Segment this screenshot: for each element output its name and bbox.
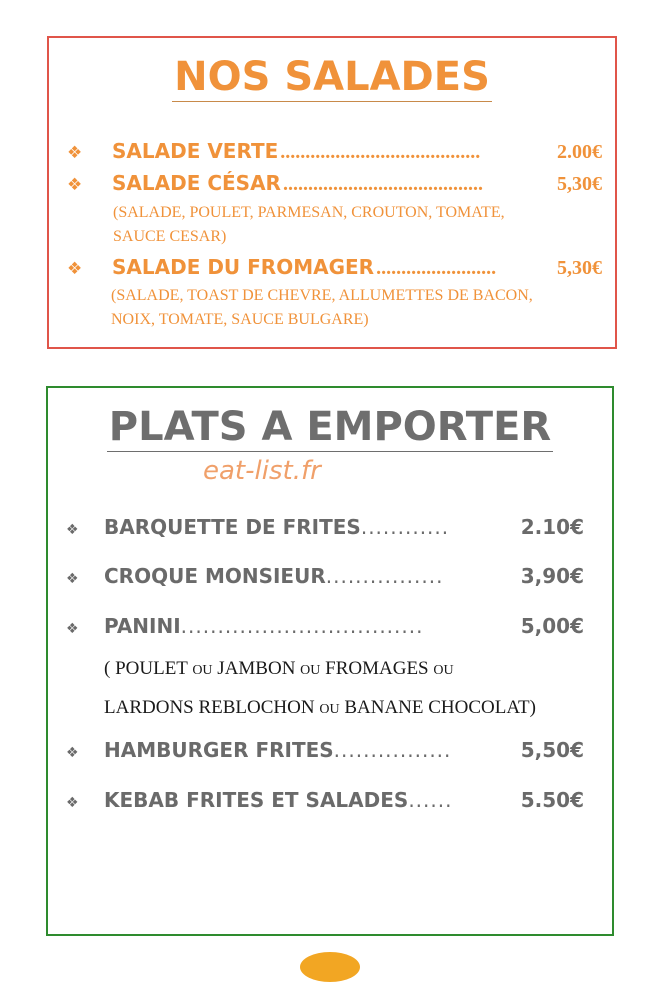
item-name: SALADE DU FROMAGER	[112, 255, 375, 279]
description-line: (SALADE, TOAST DE CHEVRE, ALLUMETTES DE BACON,	[111, 287, 533, 304]
item-name: CROQUE MONSIEUR	[104, 564, 326, 588]
or-word: OU	[319, 702, 340, 717]
diamond-bullet-icon: ❖	[66, 745, 79, 761]
item-name: KEBAB FRITES ET SALADES	[104, 788, 409, 812]
option-text: JAMBON	[212, 658, 301, 679]
or-word: OU	[192, 663, 213, 678]
diamond-bullet-icon: ❖	[67, 143, 83, 163]
salads-section	[47, 36, 617, 349]
diamond-bullet-icon: ❖	[66, 571, 79, 587]
option-text: ( POULET	[104, 658, 193, 679]
dot-leader: ................	[333, 738, 452, 762]
item-price: 2.10€	[520, 515, 584, 539]
item-price: 5.50€	[520, 788, 584, 812]
item-name: SALADE VERTE	[112, 139, 279, 163]
options-line-2	[104, 689, 604, 728]
diamond-bullet-icon: ❖	[67, 175, 83, 195]
item-price: 5,30€	[557, 257, 602, 279]
menu-item-salade-verte	[67, 139, 602, 164]
menu-item-panini	[66, 614, 584, 638]
menu-item-croque-monsieur	[66, 564, 584, 588]
item-name: PANINI	[104, 614, 181, 638]
item-name: HAMBURGER FRITES	[104, 738, 334, 762]
option-text: LARDONS REBLOCHON	[104, 697, 320, 718]
takeaway-section	[46, 386, 614, 936]
diamond-bullet-icon: ❖	[66, 621, 79, 637]
dot-leader: ................	[325, 564, 444, 588]
description-line: SAUCE CESAR)	[113, 228, 227, 245]
diamond-bullet-icon: ❖	[67, 259, 83, 279]
dot-leader: ............	[360, 515, 450, 539]
dot-leader: ........................	[376, 257, 497, 279]
watermark: eat-list.fr	[203, 456, 321, 486]
item-description	[111, 284, 591, 332]
item-price: 2.00€	[557, 141, 602, 163]
menu-item-salade-cesar	[67, 171, 602, 196]
item-price: 5,00€	[520, 614, 584, 638]
options-line-1	[104, 650, 604, 689]
option-text: BANANE CHOCOLAT)	[339, 697, 536, 718]
description-line: (SALADE, POULET, PARMESAN, CROUTON, TOMATE,	[113, 204, 505, 221]
diamond-bullet-icon: ❖	[66, 795, 79, 811]
option-text: FROMAGES	[320, 658, 434, 679]
or-word: OU	[300, 663, 321, 678]
or-word: OU	[433, 663, 454, 678]
dot-leader: ......	[408, 788, 453, 812]
dot-leader: ........................................	[282, 173, 483, 195]
description-line: NOIX, TOMATE, SAUCE BULGARE)	[111, 311, 369, 328]
menu-item-barquette-de-frites	[66, 515, 584, 539]
panini-options	[104, 650, 604, 728]
item-price: 3,90€	[520, 564, 584, 588]
menu-item-kebab-frites-et-salades	[66, 788, 584, 812]
item-price: 5,50€	[520, 738, 584, 762]
item-description	[113, 201, 593, 249]
diamond-bullet-icon: ❖	[66, 522, 79, 538]
decorative-shape	[300, 952, 360, 982]
item-name: SALADE CÉSAR	[112, 171, 281, 195]
item-name: BARQUETTE DE FRITES	[104, 515, 361, 539]
item-price: 5,30€	[557, 173, 602, 195]
salads-title: NOS SALADES	[174, 54, 490, 100]
menu-item-salade-du-fromager	[67, 255, 602, 280]
menu-item-hamburger-frites	[66, 738, 584, 762]
dot-leader: ........................................	[280, 141, 481, 163]
takeaway-title: PLATS A EMPORTER	[108, 404, 552, 450]
dot-leader: .................................	[180, 614, 424, 638]
